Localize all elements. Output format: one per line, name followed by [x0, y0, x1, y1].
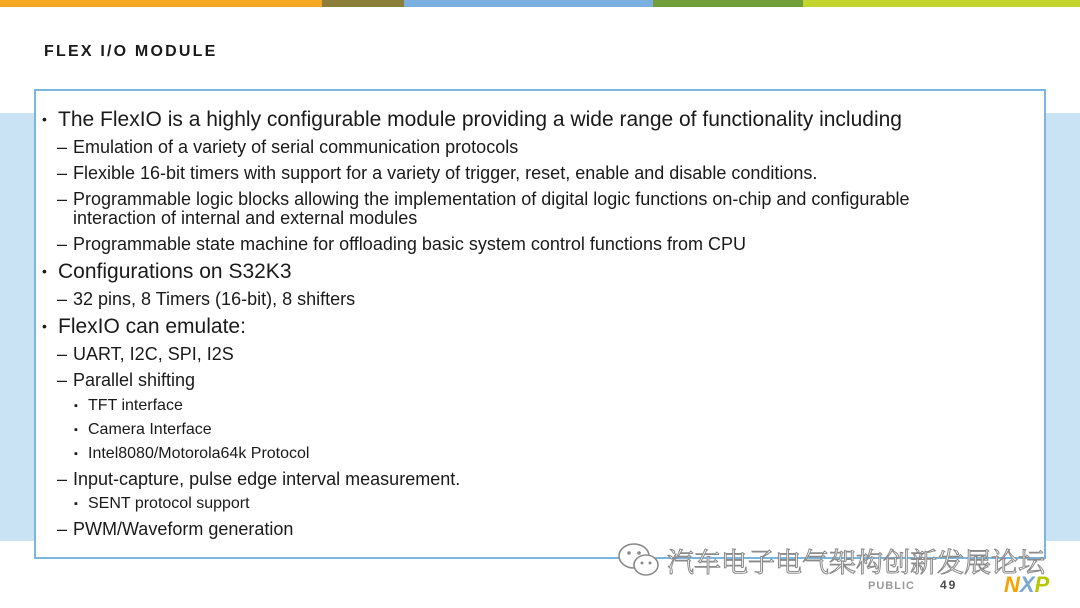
logo-letter-p: P — [1034, 572, 1050, 597]
bullet-level1: The FlexIO is a highly configurable module providing a wide range of functionality including — [58, 108, 902, 131]
top-bar-segment — [322, 0, 404, 7]
watermark-text: 汽车电子电气架构创新发展论坛 — [667, 547, 1045, 579]
bullet-marker: ▪ — [74, 448, 78, 460]
bullet-level2: Programmable state machine for offloading basic system control functions from CPU — [73, 234, 746, 254]
wechat-icon — [615, 540, 663, 580]
top-bar-segment — [0, 0, 322, 7]
bullet-marker: – — [57, 344, 68, 364]
page-number: 49 — [940, 578, 958, 592]
bullet-level2: PWM/Waveform generation — [73, 519, 294, 539]
top-bar-segment — [404, 0, 653, 7]
bullet-marker: – — [57, 370, 68, 390]
bullet-continuation: interaction of internal and external modules — [73, 208, 418, 228]
bullet-level1: FlexIO can emulate: — [58, 315, 246, 338]
bullet-level3: SENT protocol support — [88, 495, 250, 512]
bullet-marker: – — [57, 519, 68, 539]
content-box — [34, 89, 1046, 559]
logo-letter-n: N — [1004, 572, 1020, 597]
bullet-level2: Programmable logic blocks allowing the implementation of digital logic functions on-chip and configurable — [73, 189, 910, 209]
bullet-level2: UART, I2C, SPI, I2S — [73, 344, 234, 364]
top-bar-segment — [803, 0, 1080, 7]
logo-letter-x: X — [1019, 572, 1035, 597]
bullet-marker: • — [42, 111, 47, 127]
bullet-level2: Flexible 16-bit timers with support for a variety of trigger, reset, enable and disable conditions. — [73, 163, 818, 183]
bullet-marker: – — [57, 189, 68, 209]
top-bar-segment — [653, 0, 803, 7]
bullet-marker: – — [57, 289, 68, 309]
bullet-marker: – — [57, 469, 68, 489]
bullet-marker: • — [42, 318, 47, 334]
bullet-level1: Configurations on S32K3 — [58, 260, 292, 283]
top-color-bar — [0, 0, 1080, 7]
bullet-marker: – — [57, 137, 68, 157]
bullet-level2: 32 pins, 8 Timers (16-bit), 8 shifters — [73, 289, 356, 309]
bullet-marker: ▪ — [74, 400, 78, 412]
classification-label: PUBLIC — [868, 580, 915, 592]
bullet-marker: • — [42, 263, 47, 279]
bullet-level3: Intel8080/Motorola64k Protocol — [88, 445, 310, 462]
bullet-marker: – — [57, 163, 68, 183]
bullet-level2: Input-capture, pulse edge interval measurement. — [73, 469, 461, 489]
bullet-marker: ▪ — [74, 498, 78, 510]
bullet-marker: ▪ — [74, 424, 78, 436]
slide-title: FLEX I/O MODULE — [44, 43, 218, 60]
bullet-marker: – — [57, 234, 68, 254]
bullet-level3: Camera Interface — [88, 421, 212, 438]
bullet-level3: TFT interface — [88, 397, 183, 414]
bullet-level2: Emulation of a variety of serial communication protocols — [73, 137, 519, 157]
watermark — [615, 540, 1045, 580]
nxp-logo — [1004, 572, 1049, 598]
bullet-level2: Parallel shifting — [73, 370, 196, 390]
